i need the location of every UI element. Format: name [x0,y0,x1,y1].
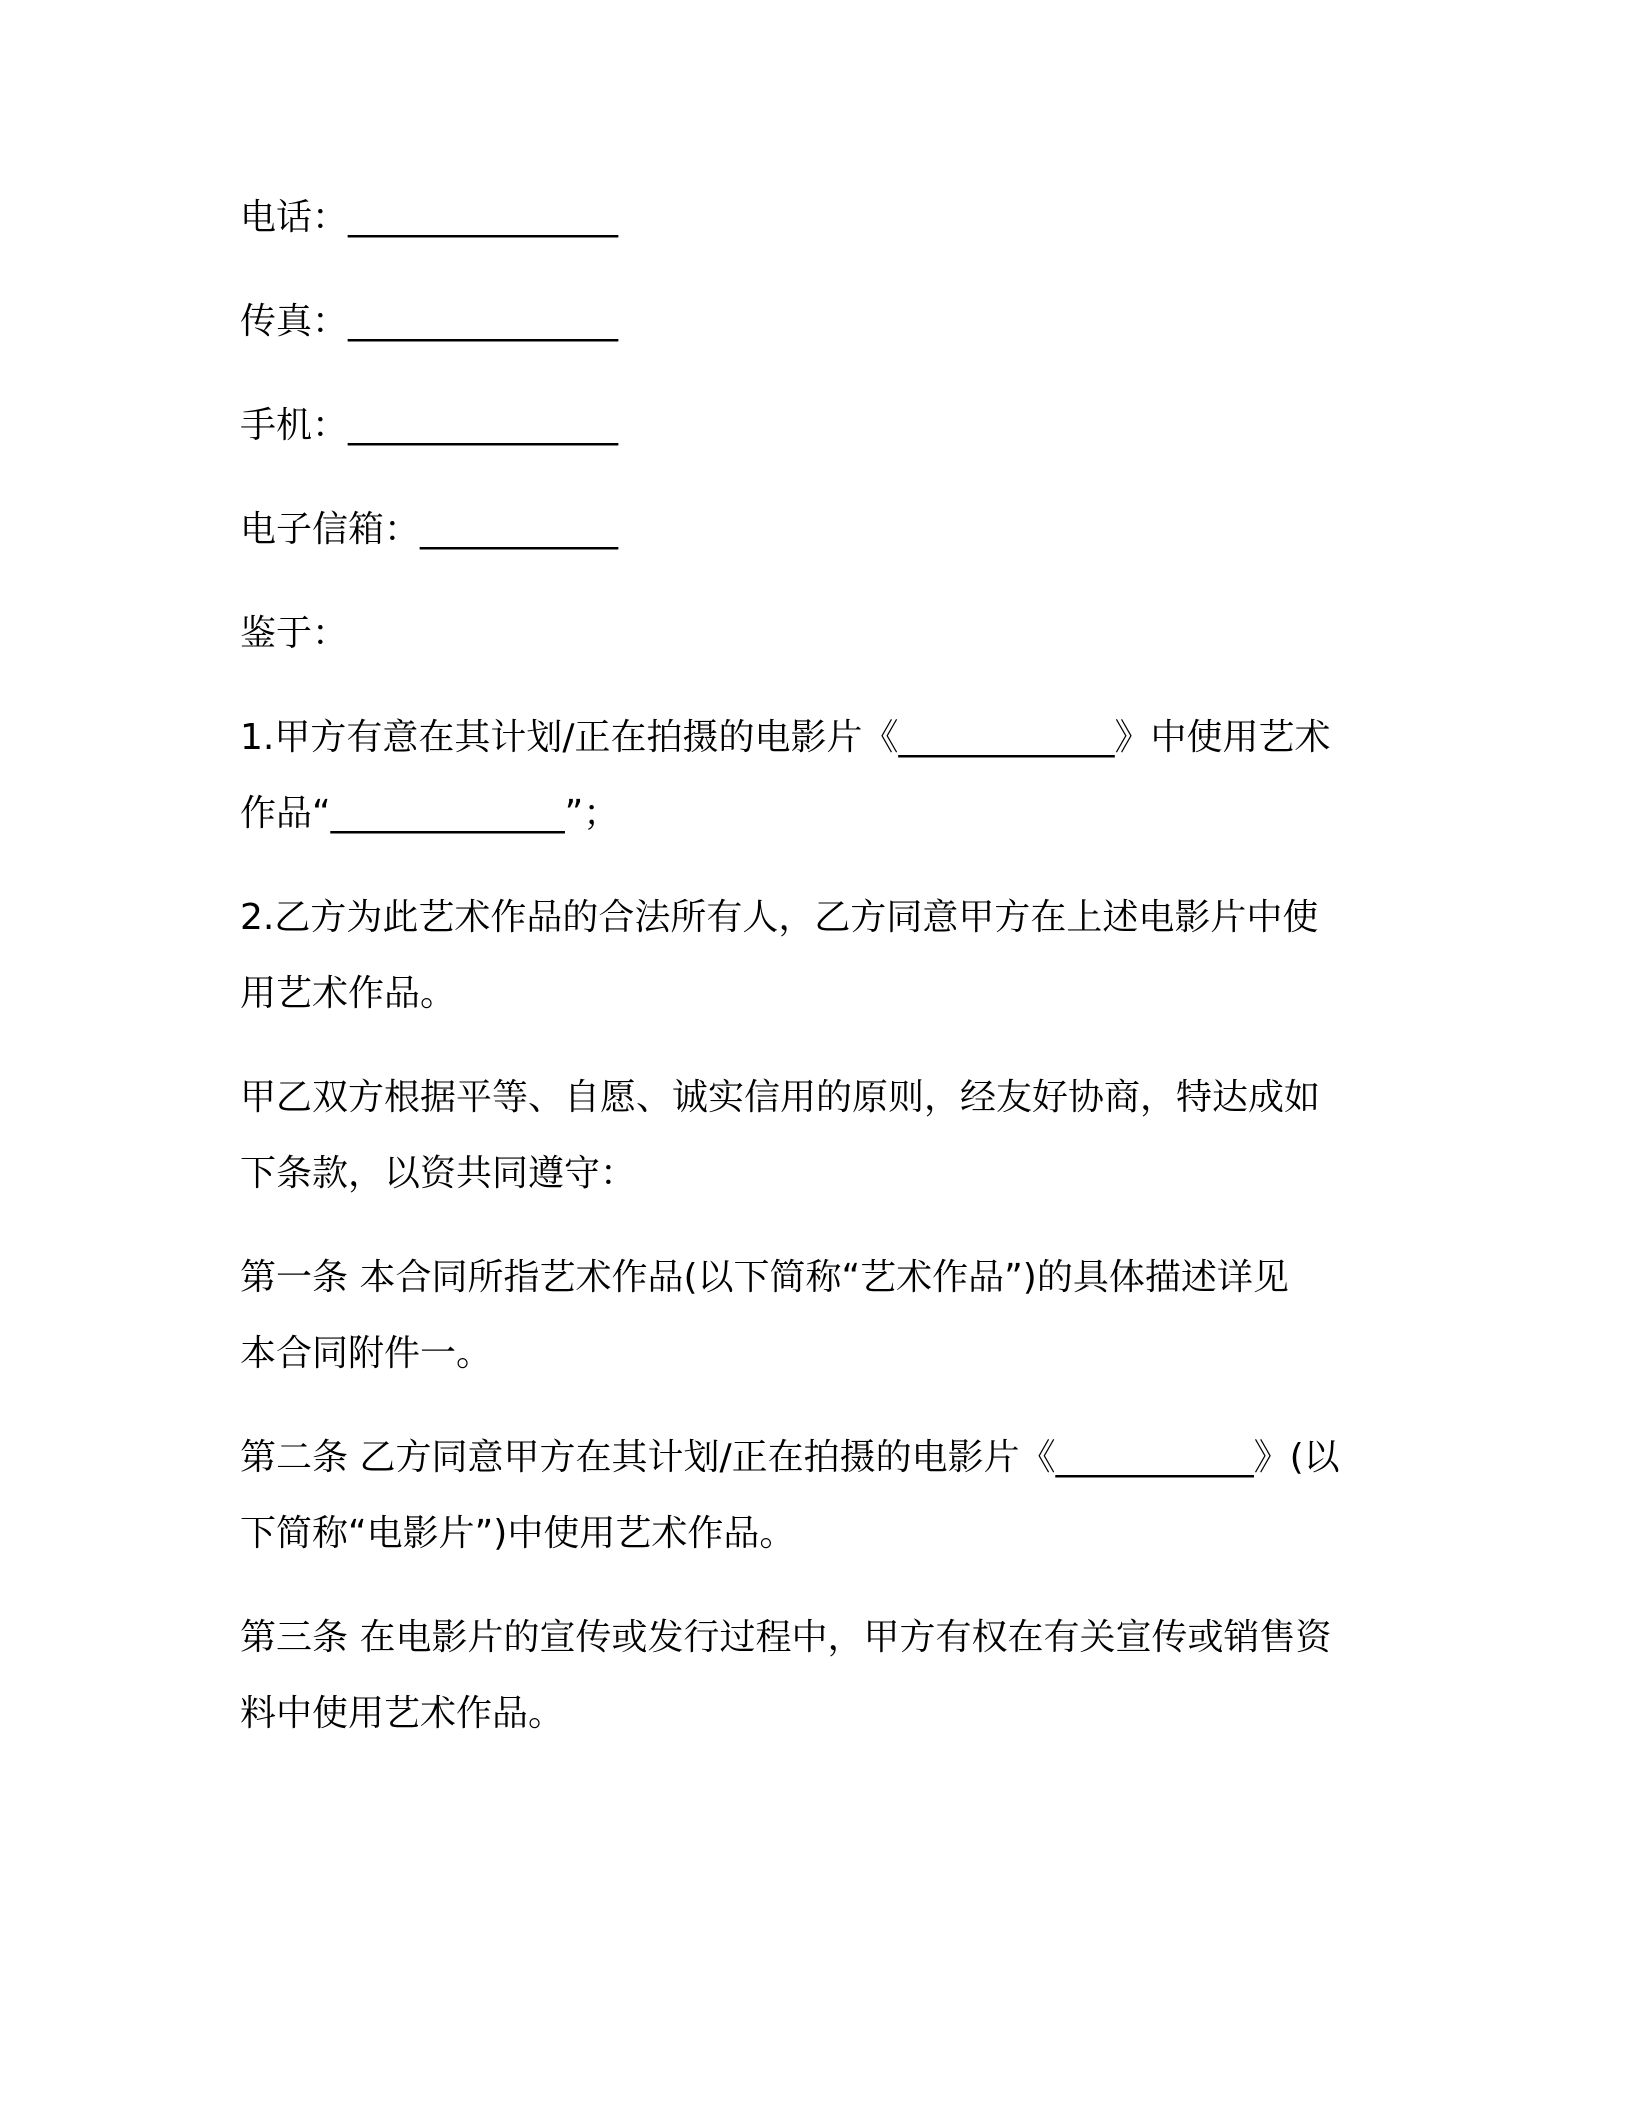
whereas-heading: 鉴于： [240,613,349,654]
article-3-line-1: 第三条 在电影片的宣传或发行过程中，甲方有权在有关宣传或销售资 [240,1617,1332,1658]
email-field-line: 电子信箱：___________ [240,509,619,550]
article-1-line-1: 第一条 本合同所指艺术作品(以下简称“艺术作品”)的具体描述详见 [240,1257,1289,1298]
recital-2-line-2: 用艺术作品。 [240,973,457,1014]
article-2-line-1: 第二条 乙方同意甲方在其计划/正在拍摄的电影片《___________》(以 [240,1437,1340,1478]
article-2-line-2: 下简称“电影片”)中使用艺术作品。 [240,1513,796,1554]
preamble-line-1: 甲乙双方根据平等、自愿、诚实信用的原则，经友好协商，特达成如 [240,1077,1321,1118]
recital-1-line-1: 1.甲方有意在其计划/正在拍摄的电影片《____________》中使用艺术 [240,717,1331,758]
recital-1-line-2: 作品“_____________”； [240,793,620,834]
phone-field-line: 电话：_______________ [240,197,619,238]
recital-2-line-1: 2.乙方为此艺术作品的合法所有人，乙方同意甲方在上述电影片中使 [240,897,1319,938]
article-1-line-2: 本合同附件一。 [240,1333,493,1374]
mobile-field-line: 手机：_______________ [240,405,619,446]
preamble-line-2: 下条款，以资共同遵守： [240,1153,637,1194]
fax-field-line: 传真：_______________ [240,301,619,342]
article-3-line-2: 料中使用艺术作品。 [240,1693,565,1734]
